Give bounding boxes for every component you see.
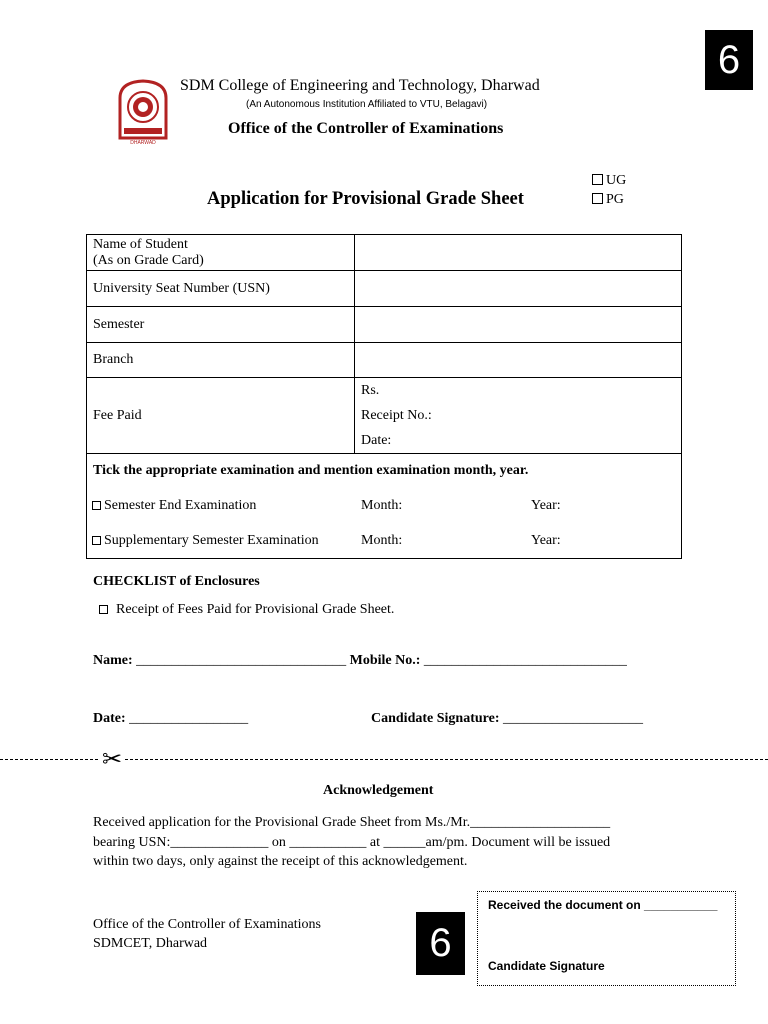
usn-label: University Seat Number (USN): [87, 271, 355, 307]
semester-end-checkbox[interactable]: [92, 501, 101, 510]
name-label: Name of Student: [93, 236, 188, 252]
office-footer-line-2: SDMCET, Dharwad: [93, 936, 208, 951]
date-row: [93, 711, 248, 727]
office-title: Office of the Controller of Examinations: [228, 120, 504, 137]
table-row: [87, 378, 682, 454]
exam-instruction: Tick the appropriate examination and mention examination month, year.: [93, 463, 529, 478]
table-row: [87, 343, 682, 378]
signature-row: [371, 711, 643, 727]
branch-label: Branch: [87, 343, 355, 378]
college-logo: [116, 78, 170, 146]
form-title: Application for Provisional Grade Sheet: [207, 189, 524, 209]
checklist-heading: CHECKLIST of Enclosures: [93, 574, 260, 589]
ack-line-1: Received application for the Provisional Grade Sheet from Ms./Mr.____________________: [93, 815, 611, 830]
affiliation-note: (An Autonomous Institution Affiliated to VTU, Belagavi): [246, 99, 488, 110]
name-field[interactable]: [355, 235, 682, 271]
branch-field[interactable]: [355, 343, 682, 378]
acknowledgement-heading: Acknowledgement: [323, 783, 434, 798]
exam-row: [87, 454, 682, 559]
mobile-line-label: Mobile No.:: [349, 653, 421, 668]
scissors-icon: ✂: [102, 745, 123, 773]
received-document-label[interactable]: Received the document on ___________: [488, 898, 718, 912]
office-footer-line-1: Office of the Controller of Examinations: [93, 917, 321, 932]
exam-option-supplementary[interactable]: [92, 533, 319, 549]
name-blank[interactable]: ______________________________: [136, 653, 347, 668]
ack-line-2: bearing USN:______________ on ___________ at ______am/pm. Document will be issued: [93, 834, 611, 850]
ug-label: UG: [606, 173, 627, 188]
applicant-name-row: [93, 653, 627, 669]
fee-field[interactable]: [355, 378, 682, 454]
supplementary-checkbox[interactable]: [92, 536, 101, 545]
ug-checkbox[interactable]: [592, 174, 603, 185]
mobile-blank[interactable]: _____________________________: [423, 653, 627, 668]
fee-label: Fee Paid: [87, 378, 355, 454]
table-row: [87, 307, 682, 343]
page-number-badge: [705, 30, 753, 90]
semester-end-year: Year:: [531, 498, 561, 513]
logo-caption: DHARWAD: [130, 140, 156, 146]
name-line-label: Name:: [93, 653, 133, 668]
semester-field[interactable]: [355, 307, 682, 343]
receipt-box: [477, 891, 736, 986]
date-line-label: Date:: [93, 711, 126, 726]
semester-end-month: Month:: [361, 498, 403, 513]
checklist-item[interactable]: [99, 602, 394, 618]
semester-label: Semester: [87, 307, 355, 343]
checklist-checkbox[interactable]: [99, 605, 108, 614]
usn-field[interactable]: [355, 271, 682, 307]
fee-rs-label: Rs.: [361, 383, 380, 398]
exam-option-semester-end[interactable]: [92, 498, 256, 514]
exam-cell: [87, 454, 682, 559]
supplementary-month: Month:: [361, 533, 403, 548]
ack-line-3: within two days, only against the receipt of this acknowledgement.: [93, 854, 468, 869]
fee-date-label: Date:: [361, 433, 392, 448]
level-pg-option[interactable]: [592, 192, 624, 208]
date-blank[interactable]: _________________: [129, 711, 249, 726]
pg-checkbox[interactable]: [592, 193, 603, 204]
pg-label: PG: [606, 192, 624, 207]
name-label-note: (As on Grade Card): [93, 252, 204, 268]
table-row: [87, 235, 682, 271]
semester-end-label: Semester End Examination: [104, 498, 257, 513]
college-name: SDM College of Engineering and Technology, Dharwad: [180, 77, 540, 94]
student-details-table: [86, 234, 682, 559]
acknowledgement-number: 6: [429, 921, 452, 965]
name-label-cell: [87, 235, 355, 271]
checklist-item-label: Receipt of Fees Paid for Provisional Grade Sheet.: [116, 602, 395, 617]
receipt-signature-label: Candidate Signature: [488, 959, 605, 973]
page-number: 6: [717, 37, 741, 82]
office-footer: [93, 915, 321, 953]
acknowledgement-number-badge: [416, 912, 465, 975]
supplementary-label: Supplementary Semester Examination: [104, 533, 319, 548]
supplementary-year: Year:: [531, 533, 561, 548]
table-row: [87, 271, 682, 307]
signature-line-label: Candidate Signature:: [371, 711, 500, 726]
signature-blank[interactable]: ____________________: [502, 711, 643, 726]
fee-receipt-label: Receipt No.:: [361, 408, 432, 423]
acknowledgement-text: [93, 813, 683, 872]
level-ug-option[interactable]: [592, 173, 626, 189]
